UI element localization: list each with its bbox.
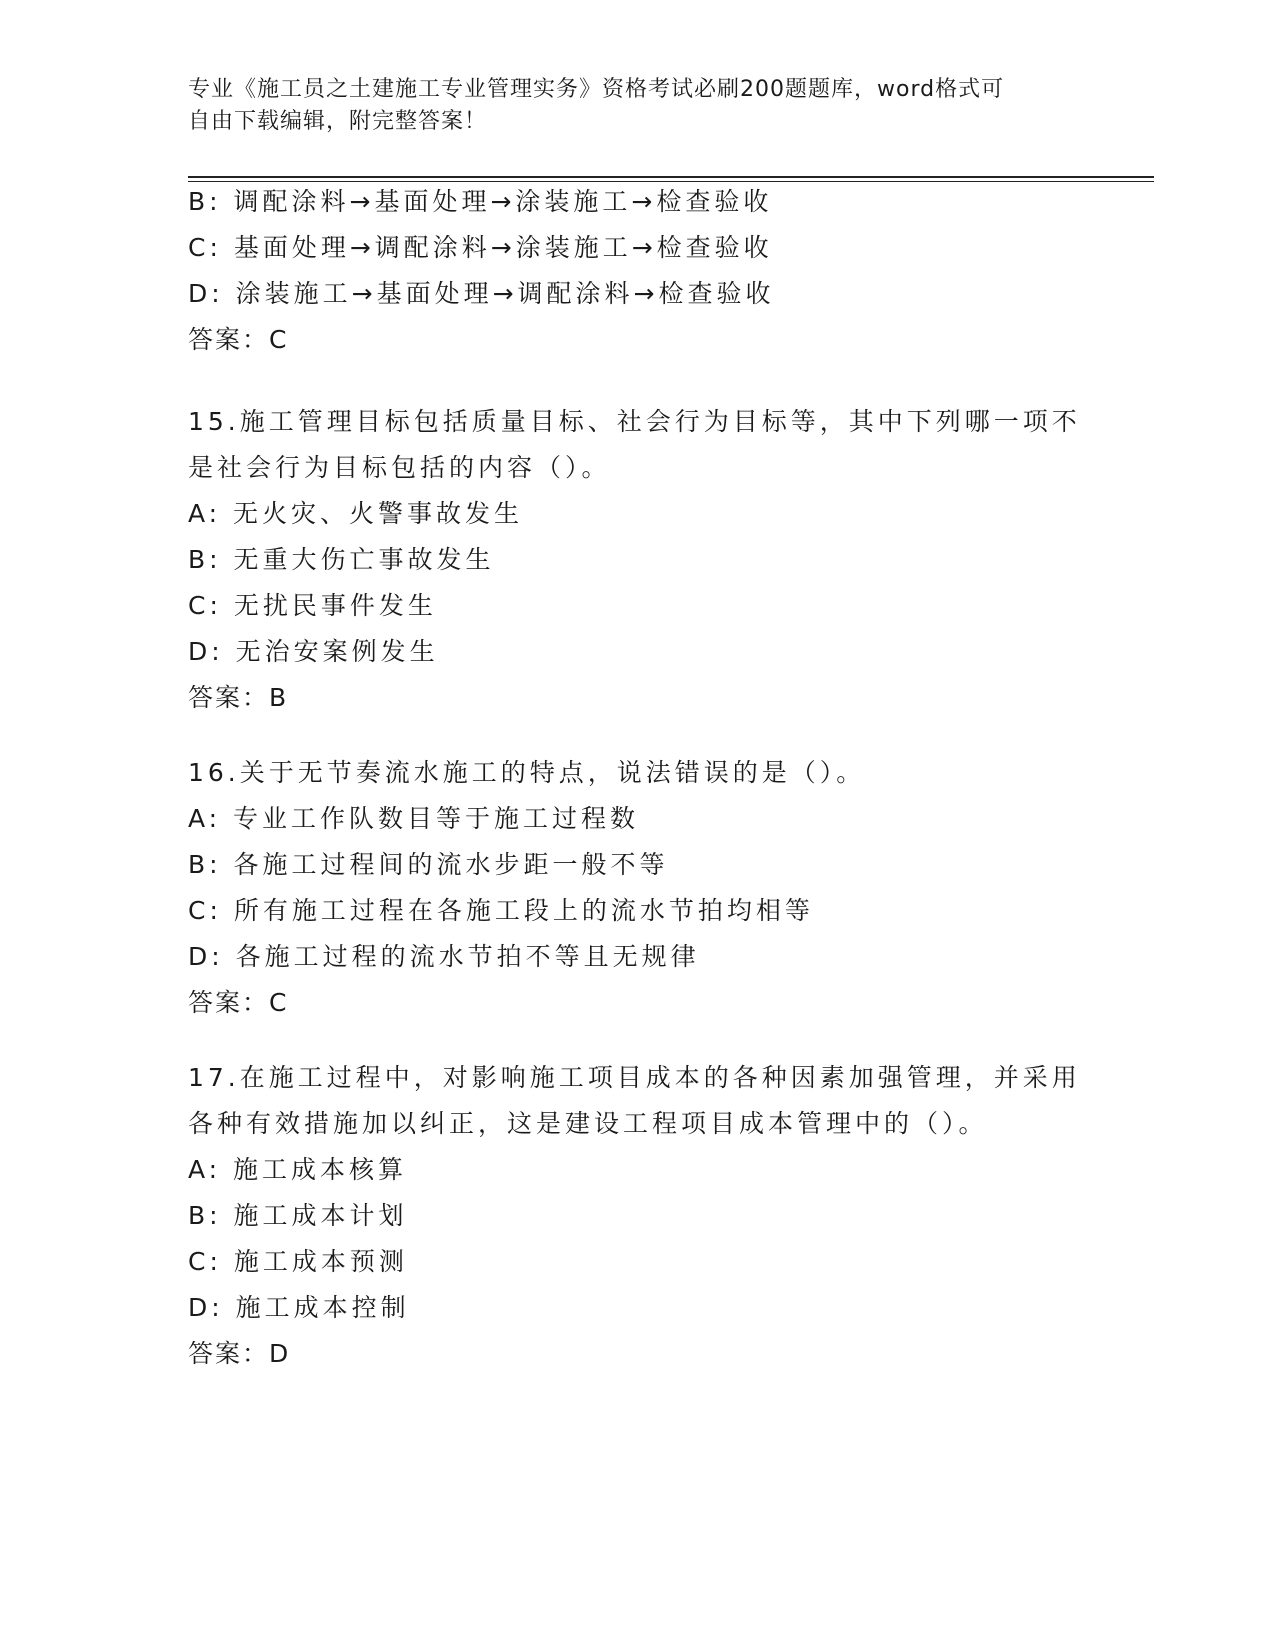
- answer: 答案：D: [188, 1339, 291, 1368]
- question-15: [188, 399, 1088, 721]
- option-b: B: 调配涂料→基面处理→涂装施工→检查验收: [188, 187, 773, 216]
- option-a: A: 施工成本核算: [188, 1155, 408, 1184]
- option-c: C: 施工成本预测: [188, 1247, 408, 1276]
- option-d: D: 无治安案例发生: [188, 637, 439, 666]
- option-c: C: 无扰民事件发生: [188, 591, 437, 620]
- option-b: B: 各施工过程间的流水步距一般不等: [188, 850, 669, 879]
- option-d: D: 涂装施工→基面处理→调配涂料→检查验收: [188, 279, 775, 308]
- question-16: [188, 750, 1088, 1026]
- question-stem-line-2: 各种有效措施加以纠正，这是建设工程项目成本管理中的（）。: [188, 1109, 988, 1138]
- question-17: [188, 1055, 1088, 1377]
- question-stem: [188, 1055, 1088, 1147]
- question-stem-line-1: 17.在施工过程中，对影响施工项目成本的各种因素加强管理，并采用: [188, 1063, 1081, 1092]
- option-d: D: 各施工过程的流水节拍不等且无规律: [188, 942, 700, 971]
- question-stem: [188, 750, 1088, 796]
- question-stem-line-2: 是社会行为目标包括的内容（）。: [188, 453, 611, 482]
- option-c: C: 基面处理→调配涂料→涂装施工→检查验收: [188, 233, 773, 262]
- option-a: A: 无火灾、火警事故发生: [188, 499, 524, 528]
- option-b: B: 无重大伤亡事故发生: [188, 545, 495, 574]
- question-stem-line-1: 16.关于无节奏流水施工的特点，说法错误的是（）。: [188, 758, 866, 787]
- answer: 答案：C: [188, 325, 289, 354]
- answer: 答案：B: [188, 683, 289, 712]
- question-stem: [188, 399, 1088, 491]
- option-c: C: 所有施工过程在各施工段上的流水节拍均相等: [188, 896, 814, 925]
- question-stem-line-1: 15.施工管理目标包括质量目标、社会行为目标等，其中下列哪一项不: [188, 407, 1081, 436]
- option-d: D: 施工成本控制: [188, 1293, 410, 1322]
- question-14-continued: [188, 179, 1088, 363]
- header-line-1: 专业《施工员之土建施工专业管理实务》资格考试必刷200题题库，word格式可: [188, 77, 1005, 102]
- option-a: A: 专业工作队数目等于施工过程数: [188, 804, 640, 833]
- answer: 答案：C: [188, 988, 289, 1017]
- option-b: B: 施工成本计划: [188, 1201, 408, 1230]
- document-header: [188, 74, 1088, 138]
- header-divider: [188, 176, 1154, 178]
- header-line-2: 自由下载编辑，附完整答案！: [188, 109, 488, 134]
